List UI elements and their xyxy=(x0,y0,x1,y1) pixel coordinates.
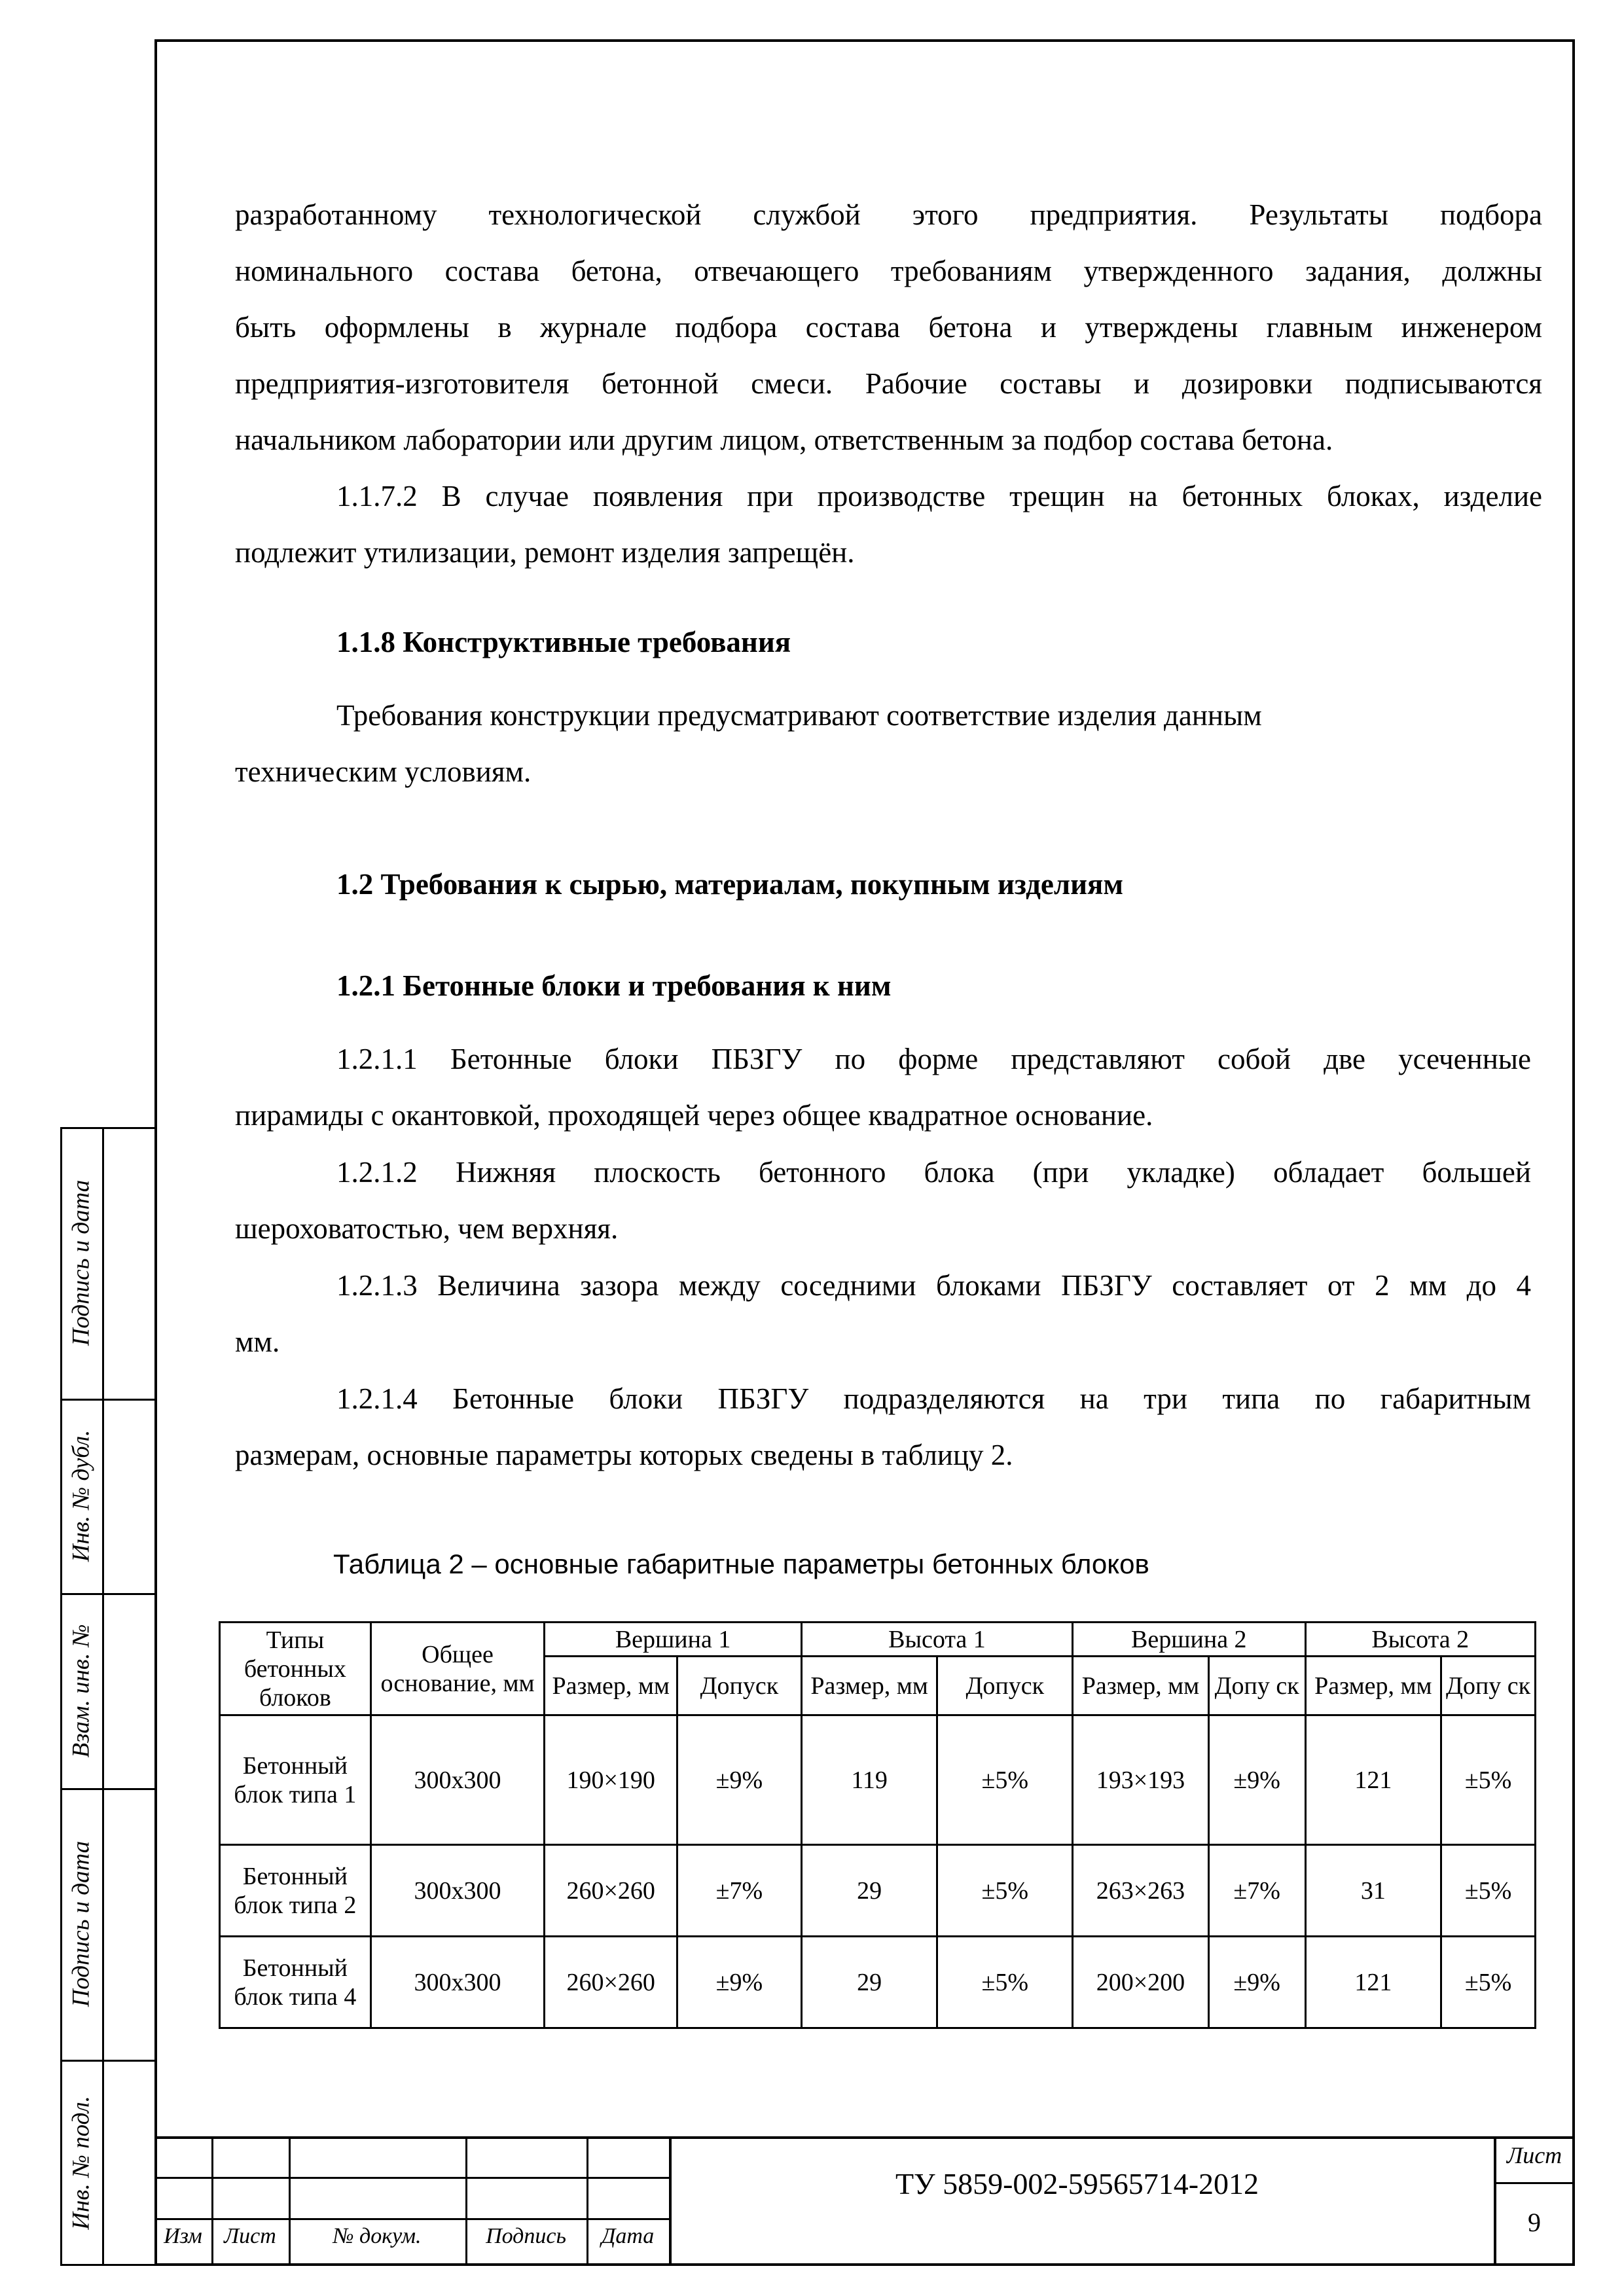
table-cell: 119 xyxy=(801,1715,937,1845)
text-line: подлежит утилизации, ремонт изделия запрещён. xyxy=(235,536,855,569)
side-label-sign-date: Подпись и дата xyxy=(67,1840,95,2007)
label-list: Лист xyxy=(224,2224,276,2248)
table-cell: 121 xyxy=(1305,1715,1441,1845)
subheader-size: Размер, мм xyxy=(801,1657,937,1715)
paragraph-1-2-1-3 xyxy=(235,1257,1531,1370)
text-line: разработанному технологической службой этого предприятия. Результаты подбора xyxy=(235,198,1542,231)
text-line: шероховатостью, чем верхняя. xyxy=(235,1212,619,1245)
text-line: 1.1.7.2 В случае появления при производстве трещин на бетонных блоках, изделие xyxy=(336,480,1542,512)
subheader-size: Размер, мм xyxy=(1305,1657,1441,1715)
text-line: быть оформлены в журнале подбора состава бетона и утверждены главным инженером xyxy=(235,311,1542,344)
table-cell: 121 xyxy=(1305,1937,1441,2028)
table-cell: ±5% xyxy=(937,1937,1073,2028)
header-height-1: Высота 1 xyxy=(801,1623,1072,1657)
title-block-row-line xyxy=(154,2218,672,2220)
table-cell: ±5% xyxy=(937,1715,1073,1845)
table-cell: ±9% xyxy=(677,1715,802,1845)
text-line: 1.2.1.3 Величина зазора между соседними блоками ПБЗГУ составляет от 2 мм до 4 xyxy=(336,1269,1531,1302)
title-block-col-line xyxy=(669,2136,672,2266)
table-cell: 190×190 xyxy=(545,1715,677,1845)
paragraph-1-2-1-4 xyxy=(235,1371,1531,1483)
table-row xyxy=(220,1715,1536,1845)
subheader-tolerance: Допу ск xyxy=(1441,1657,1536,1715)
side-divider xyxy=(102,1127,104,2266)
table-cell: ±7% xyxy=(1208,1845,1305,1937)
label-izm: Изм xyxy=(164,2224,202,2248)
text-line: размерам, основные параметры которых сведены в таблицу 2. xyxy=(235,1439,1013,1471)
heading-1-2-1: 1.2.1 Бетонные блоки и требования к ним xyxy=(336,969,892,1002)
table-cell: ±9% xyxy=(677,1937,802,2028)
text-line: 1.2.1.1 Бетонные блоки ПБЗГУ по форме представляют собой две усеченные xyxy=(336,1043,1531,1075)
title-block-row-line xyxy=(154,2177,672,2179)
sheet-number: 9 xyxy=(1528,2208,1541,2237)
paragraph-1-2-1-1 xyxy=(235,1031,1531,1143)
subheader-tolerance: Допуск xyxy=(677,1657,802,1715)
side-label-repl-inv: Взам. инв. № xyxy=(67,1624,95,1757)
table-cell: 300х300 xyxy=(370,1845,545,1937)
header-height-2: Высота 2 xyxy=(1305,1623,1535,1657)
header-top-2: Вершина 2 xyxy=(1073,1623,1305,1657)
text-line: номинального состава бетона, отвечающего требованиям утвержденного задания, должны xyxy=(235,255,1542,287)
table-row xyxy=(220,1845,1536,1937)
parameters-table xyxy=(219,1621,1536,2029)
text-line: Требования конструкции предусматривают соответствие изделия данным xyxy=(336,699,1262,732)
text-line: 1.2.1.4 Бетонные блоки ПБЗГУ подразделяются на три типа по габаритным xyxy=(336,1382,1531,1415)
paragraph-construction-requirements xyxy=(235,687,1542,800)
paragraph-continuation xyxy=(235,187,1542,468)
table-cell: 300х300 xyxy=(370,1715,545,1845)
header-top-1: Вершина 1 xyxy=(545,1623,801,1657)
heading-1-2: 1.2 Требования к сырью, материалам, покупным изделиям xyxy=(336,868,1124,901)
table-cell: 263×263 xyxy=(1073,1845,1209,1937)
table-caption: Таблица 2 – основные габаритные параметры бетонных блоков xyxy=(333,1549,1149,1579)
title-block-row-line xyxy=(1494,2182,1575,2184)
label-date: Дата xyxy=(601,2224,655,2248)
paragraph-1-1-7-2 xyxy=(235,468,1542,581)
table-header-row xyxy=(220,1623,1536,1657)
table-cell: 260×260 xyxy=(545,1937,677,2028)
table-cell: 260×260 xyxy=(545,1845,677,1937)
cell-block-type: Бетонный блок типа 1 xyxy=(220,1715,371,1845)
table-cell: ±9% xyxy=(1208,1937,1305,2028)
table-cell: ±5% xyxy=(1441,1845,1536,1937)
side-label-dup-inv: Инв. № дубл. xyxy=(67,1429,95,1562)
side-label-orig-inv: Инв. № подл. xyxy=(67,2096,95,2230)
cell-block-type: Бетонный блок типа 4 xyxy=(220,1937,371,2028)
paragraph-1-2-1-2 xyxy=(235,1144,1531,1257)
subheader-tolerance: Допуск xyxy=(937,1657,1073,1715)
title-block-border xyxy=(154,2136,1575,2139)
table-cell: 29 xyxy=(801,1937,937,2028)
table-row xyxy=(220,1937,1536,2028)
text-line: 1.2.1.2 Нижняя плоскость бетонного блока (при укладке) обладает большей xyxy=(336,1156,1531,1189)
subheader-size: Размер, мм xyxy=(1073,1657,1209,1715)
table-cell: ±5% xyxy=(1441,1937,1536,2028)
text-line: техническим условиям. xyxy=(235,755,532,788)
header-base: Общее основание, мм xyxy=(370,1623,545,1715)
document-code: ТУ 5859-002-59565714-2012 xyxy=(895,2167,1259,2200)
table-cell: ±5% xyxy=(1441,1715,1536,1845)
sheet-label: Лист xyxy=(1506,2142,1562,2168)
table-cell: 31 xyxy=(1305,1845,1441,1937)
heading-1-1-8: 1.1.8 Конструктивные требования xyxy=(336,626,791,658)
table-cell: 300х300 xyxy=(370,1937,545,2028)
text-line: предприятия-изготовителя бетонной смеси. Рабочие составы и дозировки подписываются xyxy=(235,367,1542,400)
table-cell: 200×200 xyxy=(1073,1937,1209,2028)
label-doc-no: № докум. xyxy=(333,2224,422,2248)
side-label-sign-date: Подпись и дата xyxy=(67,1179,95,1346)
cell-block-type: Бетонный блок типа 2 xyxy=(220,1845,371,1937)
table-cell: ±5% xyxy=(937,1845,1073,1937)
table-cell: 193×193 xyxy=(1073,1715,1209,1845)
table-cell: ±7% xyxy=(677,1845,802,1937)
label-signature: Подпись xyxy=(486,2224,566,2248)
text-line: мм. xyxy=(235,1325,280,1358)
table-cell: 29 xyxy=(801,1845,937,1937)
table-cell: ±9% xyxy=(1208,1715,1305,1845)
subheader-size: Размер, мм xyxy=(545,1657,677,1715)
text-line: начальником лаборатории или другим лицом, ответственным за подбор состава бетона. xyxy=(235,423,1333,456)
subheader-tolerance: Допу ск xyxy=(1208,1657,1305,1715)
header-types: Типы бетонных блоков xyxy=(220,1623,371,1715)
text-line: пирамиды с окантовкой, проходящей через общее квадратное основание. xyxy=(235,1099,1153,1132)
